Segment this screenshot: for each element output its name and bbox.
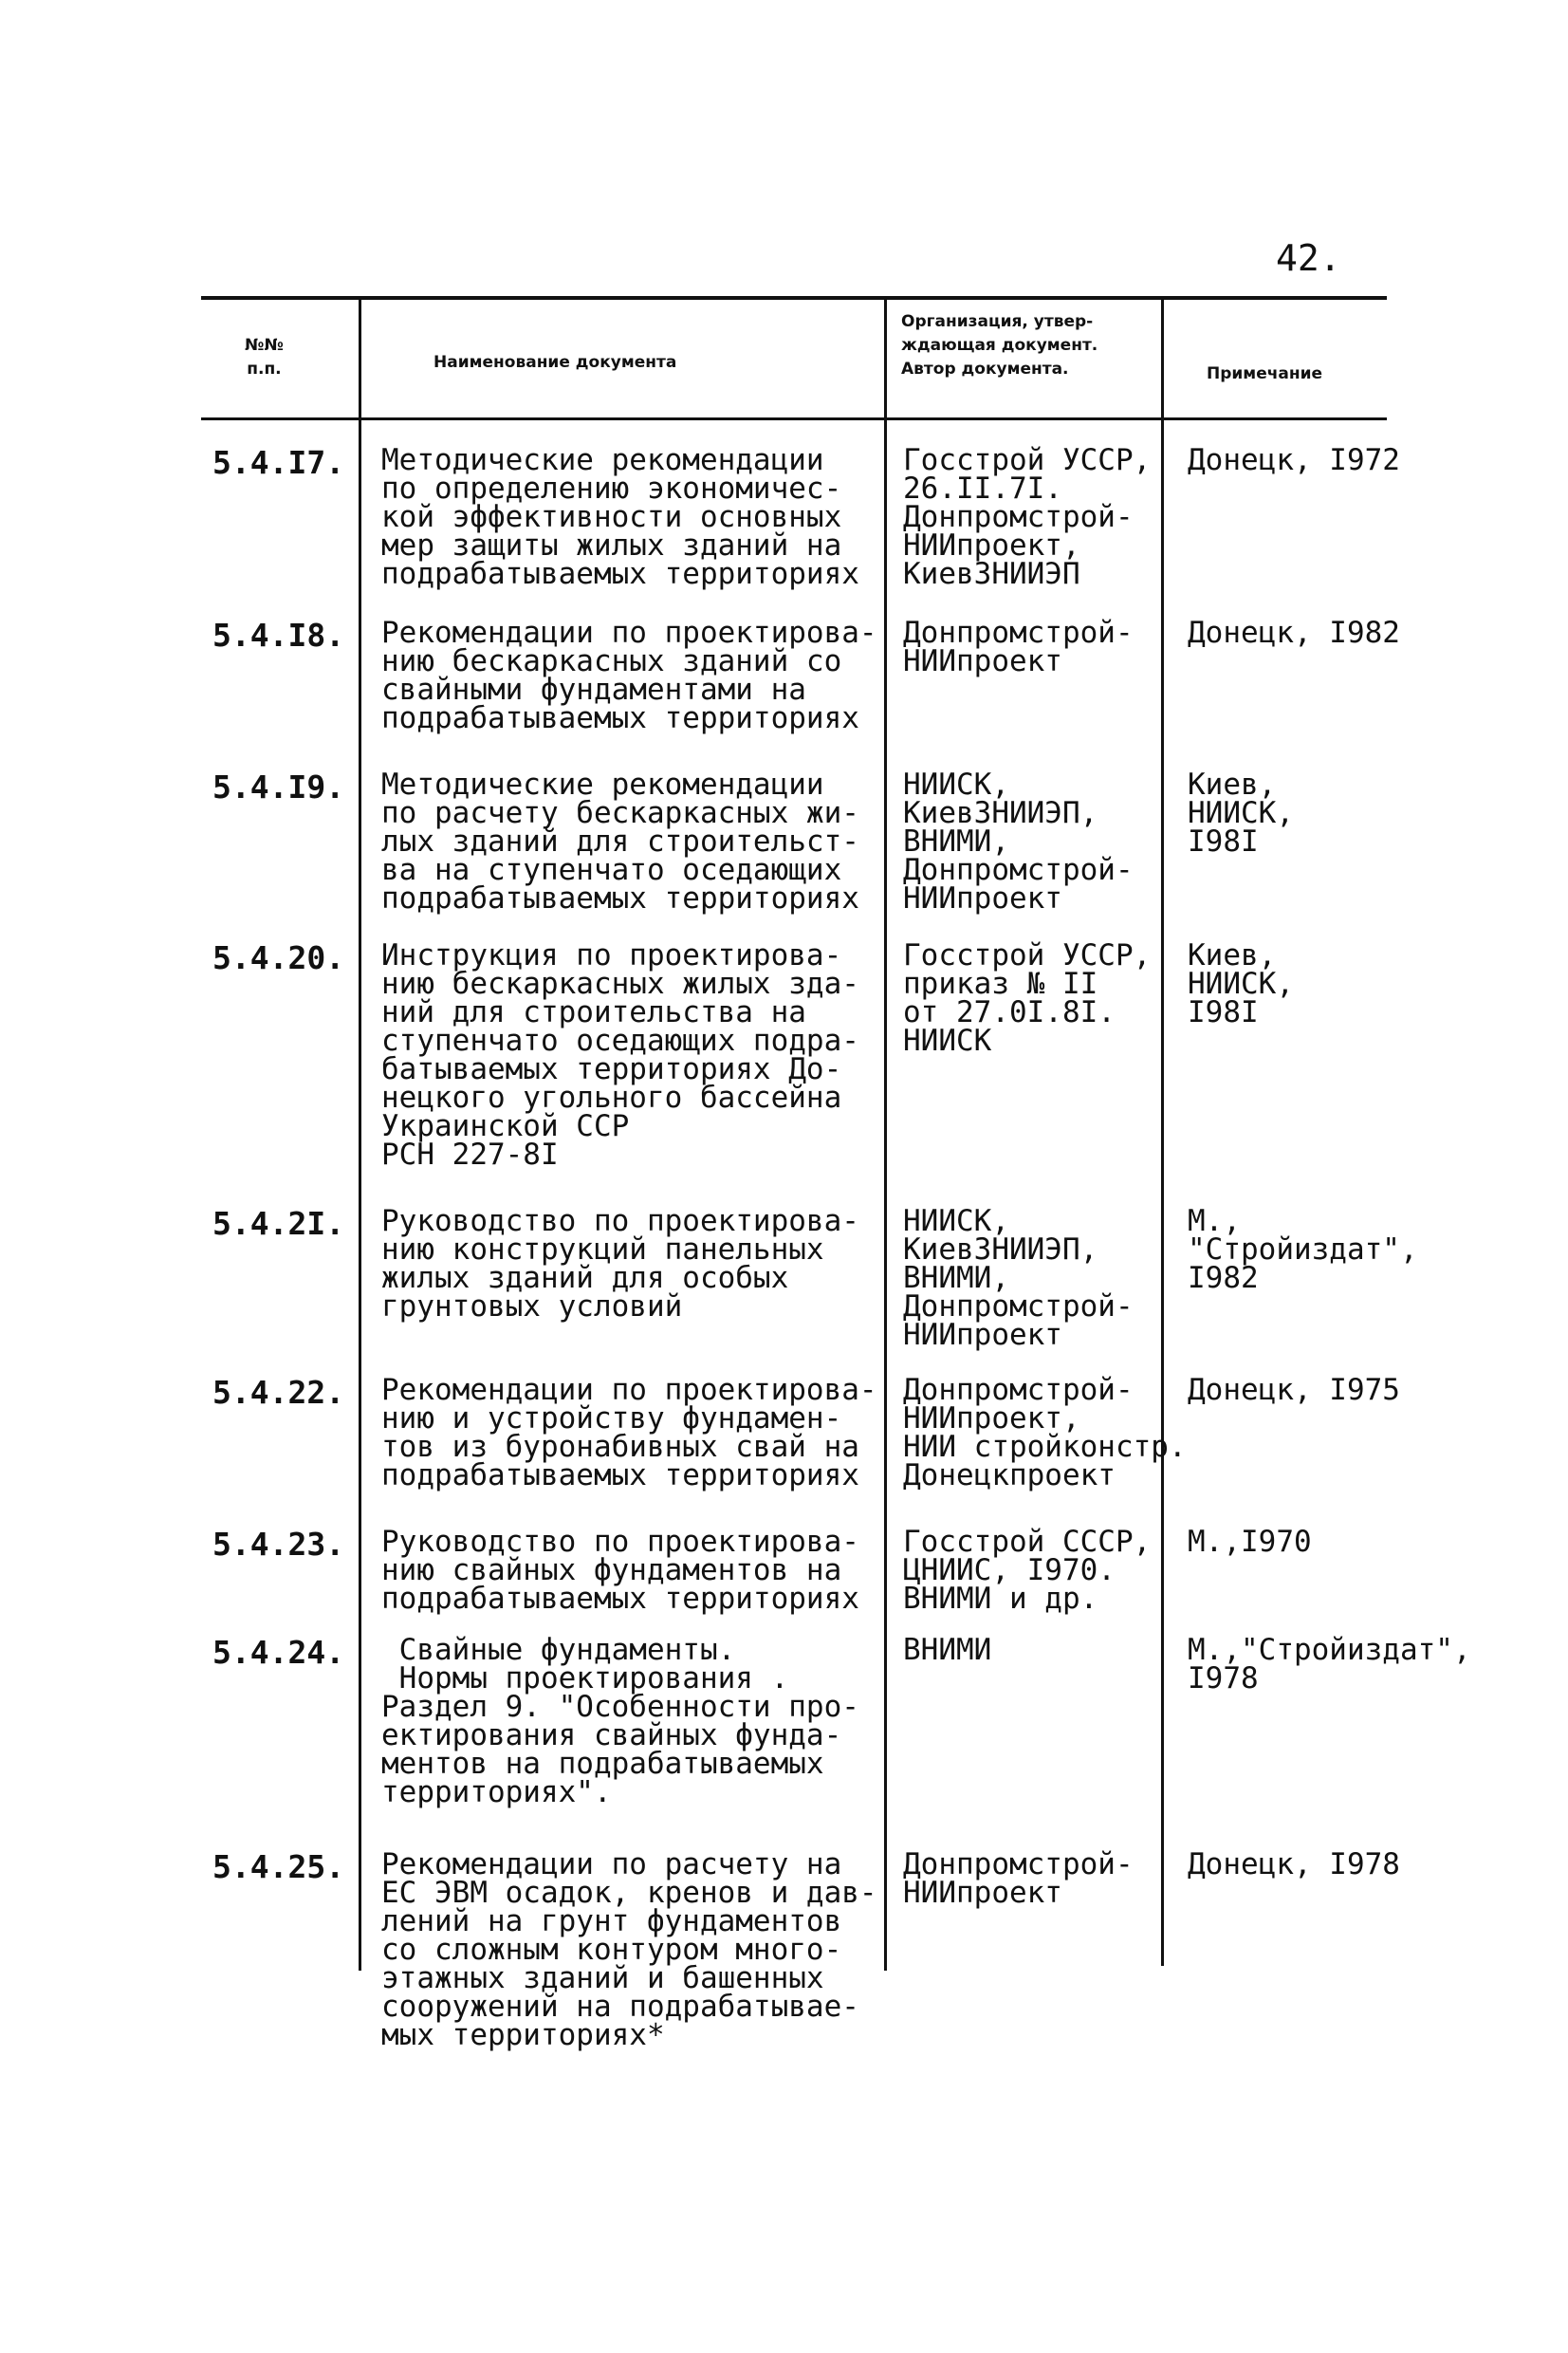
document-name-cell <box>381 938 859 1172</box>
approving-organization-line: НИИпроект <box>903 1876 1062 1910</box>
document-name-line: РСН 227-8I <box>381 1138 559 1172</box>
note-line: I98I <box>1188 995 1259 1029</box>
document-name-line: ступенчато оседающих подра- <box>381 1024 859 1058</box>
approving-organization-line: Донецкпроект <box>903 1458 1116 1492</box>
approving-organization-line: КиевЗНИИЭП, <box>903 796 1098 830</box>
approving-organization-line: КиевЗНИИЭП, <box>903 1232 1098 1267</box>
document-name-line: мых территориях* <box>381 2018 665 2052</box>
document-name-cell <box>381 1373 877 1492</box>
approving-organization-line: ЦНИИС, I970. <box>903 1553 1116 1587</box>
note-cell <box>1188 443 1400 477</box>
approving-organization-cell <box>903 768 1134 916</box>
approving-organization-line: НИИ стройконстр. <box>903 1430 1187 1464</box>
approving-organization-line: Госстрой СССР, <box>903 1525 1152 1559</box>
document-name-line: ва на ступенчато оседающих <box>381 853 842 887</box>
document-name-line: свайными фундаментами на <box>381 673 806 707</box>
note-cell <box>1188 1373 1400 1407</box>
document-name-line: лений на грунт фундаментов <box>381 1904 842 1938</box>
document-name-line: лых зданий для строительст- <box>381 824 859 859</box>
approving-organization-cell <box>903 1847 1134 1910</box>
document-name-line: грунтовых условий <box>381 1289 683 1324</box>
document-name-line: Раздел 9. "Особенности про- <box>381 1690 859 1724</box>
document-name-cell <box>381 768 859 916</box>
row-number: 5.4.I8. <box>212 617 345 654</box>
approving-organization-line: НИИСК, <box>903 768 1009 802</box>
document-name-line: кой эффективности основных <box>381 500 842 534</box>
document-name-line: Украинской ССР <box>381 1109 630 1143</box>
note-line: Киев, <box>1188 938 1277 973</box>
note-line: I978 <box>1188 1661 1259 1695</box>
note-line: I982 <box>1188 1261 1259 1295</box>
note-cell <box>1188 1847 1400 1881</box>
document-name-line: Инструкция по проектирова- <box>381 938 842 973</box>
approving-organization-cell <box>903 938 1152 1058</box>
document-name-line: по расчету бескаркасных жи- <box>381 796 859 830</box>
approving-organization-cell <box>903 443 1152 591</box>
row-number: 5.4.25. <box>212 1848 345 1885</box>
header-bottom-rule <box>201 417 1387 420</box>
document-name-line: ЕС ЭВМ осадок, кренов и дав- <box>381 1876 877 1910</box>
approving-organization-line: приказ № II <box>903 967 1098 1001</box>
approving-organization-cell <box>903 1525 1152 1616</box>
note-line: НИИСК, <box>1188 967 1294 1001</box>
document-name-line: подрабатываемых территориях <box>381 1582 859 1616</box>
document-name-line: подрабатываемых территориях <box>381 701 859 735</box>
approving-organization-line: НИИпроект, <box>903 1401 1080 1436</box>
header-note: Примечание <box>1207 364 1323 383</box>
document-name-line: сооружений на подрабатывае- <box>381 1990 859 2024</box>
row-number: 5.4.23. <box>212 1526 345 1563</box>
row-number: 5.4.20. <box>212 939 345 976</box>
approving-organization-line: НИИпроект <box>903 1318 1062 1352</box>
document-name-line: подрабатываемых территориях <box>381 1458 859 1492</box>
reference-table <box>201 296 1471 2118</box>
document-name-line: со сложным контуром много- <box>381 1933 842 1967</box>
approving-organization-line: Донпромстрой- <box>903 1847 1134 1881</box>
document-name-line: ектирования свайных фунда- <box>381 1718 842 1752</box>
approving-organization-line: от 27.0I.8I. <box>903 995 1116 1029</box>
header-org: Организация, утвер- ждающая документ. Автор документа. <box>901 312 1098 379</box>
document-name-line: нию бескаркасных зданий со <box>381 644 842 678</box>
document-name-line: Методические рекомендации <box>381 768 824 802</box>
document-name-line: Руководство по проектирова- <box>381 1525 859 1559</box>
note-line: Донецк, I982 <box>1188 616 1400 650</box>
row-number: 5.4.I7. <box>212 444 345 481</box>
table-top-rule <box>201 296 1387 300</box>
row-number: 5.4.I9. <box>212 769 345 806</box>
approving-organization-line: НИИпроект <box>903 644 1062 678</box>
approving-organization-line: Госстрой УССР, <box>903 938 1152 973</box>
note-line: "Стройиздат", <box>1188 1232 1418 1267</box>
note-line: М., <box>1188 1204 1241 1238</box>
document-name-line: подрабатываемых территориях <box>381 557 859 591</box>
note-line: Киев, <box>1188 768 1277 802</box>
row-number: 5.4.2I. <box>212 1205 345 1242</box>
note-line: Донецк, I972 <box>1188 443 1400 477</box>
approving-organization-line: ВНИМИ, <box>903 824 1009 859</box>
document-name-line: нию конструкций панельных <box>381 1232 824 1267</box>
document-name-line: мер защиты жилых зданий на <box>381 528 842 563</box>
approving-organization-cell <box>903 1633 992 1667</box>
approving-organization-line: КиевЗНИИЭП <box>903 557 1080 591</box>
document-name-line: этажных зданий и башенных <box>381 1961 824 1995</box>
approving-organization-line: ВНИМИ и др. <box>903 1582 1098 1616</box>
document-name-line: Рекомендации по проектирова- <box>381 1373 877 1407</box>
approving-organization-line: Донпромстрой- <box>903 500 1134 534</box>
document-name-line: нецкого угольного бассейна <box>381 1081 842 1115</box>
row-number: 5.4.22. <box>212 1374 345 1411</box>
document-name-cell <box>381 1847 877 2052</box>
approving-organization-line: Донпромстрой- <box>903 853 1134 887</box>
document-name-cell <box>381 443 859 591</box>
document-name-line: Нормы проектирования . <box>381 1661 789 1695</box>
document-name-cell <box>381 1633 859 1809</box>
approving-organization-line: 26.II.7I. <box>903 472 1062 506</box>
note-cell <box>1188 1204 1418 1295</box>
note-cell <box>1188 616 1400 650</box>
col-divider-3 <box>1161 296 1164 1966</box>
approving-organization-cell <box>903 1204 1134 1352</box>
approving-organization-line: НИИпроект, <box>903 528 1080 563</box>
note-line: М.,I970 <box>1188 1525 1312 1559</box>
header-num: №№ п.п. <box>245 336 284 379</box>
note-line: М.,"Стройиздат", <box>1188 1633 1471 1667</box>
approving-organization-line: Госстрой УССР, <box>903 443 1152 477</box>
document-name-line: тов из буронабивных свай на <box>381 1430 859 1464</box>
note-line: НИИСК, <box>1188 796 1294 830</box>
note-cell <box>1188 1633 1471 1695</box>
note-cell <box>1188 768 1294 859</box>
approving-organization-cell <box>903 1373 1187 1492</box>
document-name-line: ний для строительства на <box>381 995 806 1029</box>
document-name-line: по определению экономичес- <box>381 472 842 506</box>
row-number: 5.4.24. <box>212 1634 345 1671</box>
document-name-line: нию бескаркасных жилых зда- <box>381 967 859 1001</box>
note-line: Донецк, I978 <box>1188 1847 1400 1881</box>
document-name-line: Руководство по проектирова- <box>381 1204 859 1238</box>
document-name-line: нию и устройству фундамен- <box>381 1401 842 1436</box>
document-name-cell <box>381 1525 859 1616</box>
header-name: Наименование документа <box>434 353 677 372</box>
document-name-line: ментов на подрабатываемых <box>381 1747 824 1781</box>
document-name-cell <box>381 616 877 735</box>
approving-organization-line: ВНИМИ <box>903 1633 992 1667</box>
approving-organization-line: НИИпроект <box>903 881 1062 916</box>
document-name-cell <box>381 1204 859 1324</box>
document-name-line: нию свайных фундаментов на <box>381 1553 842 1587</box>
document-name-line: Рекомендации по проектирова- <box>381 616 877 650</box>
document-name-line: территориях". <box>381 1775 612 1809</box>
note-cell <box>1188 1525 1312 1559</box>
approving-organization-line: ВНИМИ, <box>903 1261 1009 1295</box>
note-line: Донецк, I975 <box>1188 1373 1400 1407</box>
approving-organization-line: Донпромстрой- <box>903 1289 1134 1324</box>
document-name-line: Рекомендации по расчету на <box>381 1847 842 1881</box>
document-name-line: подрабатываемых территориях <box>381 881 859 916</box>
document-name-line: Свайные фундаменты. <box>381 1633 736 1667</box>
document-name-line: жилых зданий для особых <box>381 1261 789 1295</box>
approving-organization-cell <box>903 616 1134 678</box>
document-name-line: батываемых территориях До- <box>381 1052 842 1086</box>
document-name-line: Методические рекомендации <box>381 443 824 477</box>
approving-organization-line: НИИСК, <box>903 1204 1009 1238</box>
approving-organization-line: Донпромстрой- <box>903 616 1134 650</box>
col-divider-1 <box>359 296 361 1971</box>
col-divider-2 <box>884 296 887 1971</box>
note-line: I98I <box>1188 824 1259 859</box>
approving-organization-line: НИИСК <box>903 1024 992 1058</box>
note-cell <box>1188 938 1294 1029</box>
page-number: 42. <box>1276 237 1341 279</box>
approving-organization-line: Донпромстрой- <box>903 1373 1134 1407</box>
